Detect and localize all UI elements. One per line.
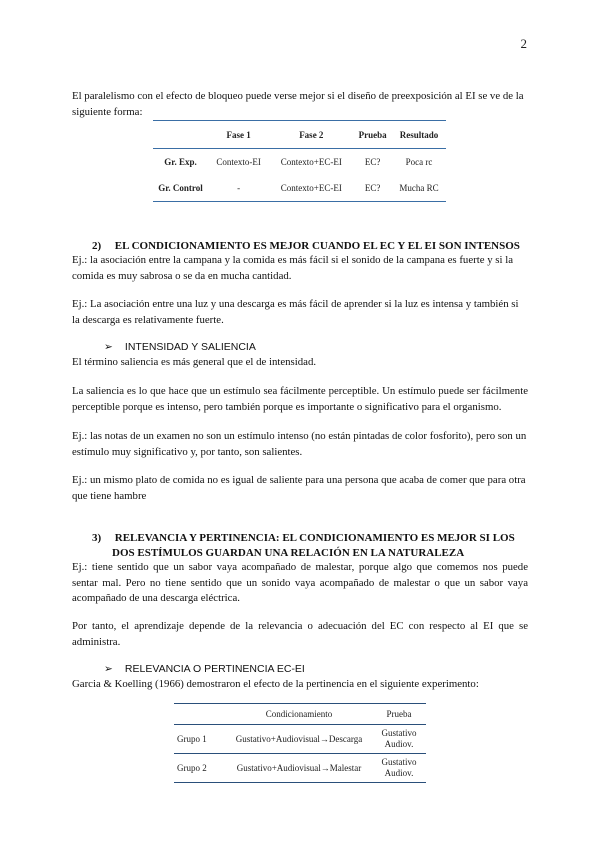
table-cell: EC? [353, 175, 392, 202]
table-row [174, 725, 426, 754]
table-header-cell: Prueba [372, 704, 426, 725]
table-cell: Mucha RC [392, 175, 446, 202]
subheading-relevancia-title: RELEVANCIA O PERTINENCIA EC-EI [124, 663, 305, 675]
table-row [153, 149, 446, 176]
table-cell: Gustativo+Audiovisual→Malestar [226, 754, 372, 783]
section-3-conclusion: Por tanto, el aprendizaje depende de la relevancia o adecuación del EC con respecto al EI que se administra. [72, 620, 528, 648]
table-header-cell [174, 704, 226, 725]
subheading-relevancia [104, 662, 305, 676]
saliencia-definition: El término saliencia es más general que el de intensidad. [72, 356, 317, 368]
garcia-koelling-table [174, 703, 426, 783]
garcia-koelling-paragraph: Garcia & Koelling (1966) demostraron el efecto de la pertinencia en el siguiente experimento: [72, 678, 479, 690]
subheading-intensidad-title: INTENSIDAD Y SALIENCIA [124, 341, 256, 353]
section-2-example-1: Ej.: la asociación entre la campana y la comida es más fácil si el sonido de la campana es fuerte y si la comida es muy sabrosa o se da en mucha cantidad. [72, 254, 513, 282]
test-line: Gustativo [381, 728, 417, 738]
subheading-intensidad [104, 340, 256, 354]
section-3-title-line-2: DOS ESTÍMULOS GUARDAN UNA RELACIÓN EN LA NATURALEZA [112, 547, 465, 559]
table-cell: Gr. Exp. [164, 157, 197, 167]
table-cell: Poca rc [405, 157, 433, 167]
saliencia-example-1: Ej.: las notas de un examen no son un estímulo intenso (no están pintadas de color fosforito), pero son un estímulo muy significativo y, por tanto, son salientes. [72, 430, 527, 458]
preexposure-design-table [153, 120, 446, 202]
test-line: Audiov. [384, 739, 414, 749]
table-cell [372, 754, 426, 783]
table-header-cell: Condicionamiento [226, 704, 372, 725]
section-2-number: 2) [92, 240, 102, 252]
section-3-heading [72, 531, 528, 561]
page-number: 2 [520, 36, 527, 51]
section-2-example-2: Ej.: La asociación entre una luz y una descarga es más fácil de aprender si la luz es intensa y también si la descarga es relativamente fuerte. [72, 298, 519, 326]
table-header-row [153, 121, 446, 149]
saliencia-paragraph: La saliencia es lo que hace que un estímulo sea fácilmente perceptible. Un estímulo puede ser fácilmente perceptible porque es intenso, pero también porque es importante o significativo para el organismo. [72, 385, 528, 413]
table-header-cell: Fase 2 [269, 121, 353, 149]
table-cell: EC? [364, 157, 381, 167]
table-cell: Contexto+EC-EI [269, 175, 353, 202]
table-header-cell: Prueba [353, 121, 392, 149]
section-3-example: Ej.: tiene sentido que un sabor vaya acompañado de malestar, porque algo que comemos nos puede sentar mal. Pero no tiene sentido que un sonido vaya acompañado de malestar o que un sabor vaya acompañado de una descarga eléctrica. [72, 561, 528, 604]
table-header-cell: Resultado [392, 121, 446, 149]
intro-paragraph: El paralelismo con el efecto de bloqueo puede verse mejor si el diseño de preexposición al EI se ve de la siguiente forma: [72, 90, 524, 118]
arrow-bullet-icon: ➢ [104, 341, 113, 353]
table-cell: Grupo 2 [174, 754, 226, 783]
saliencia-example-2: Ej.: un mismo plato de comida no es igual de saliente para una persona que acaba de comer que para otra que tiene hambre [72, 474, 526, 502]
table-cell: - [208, 175, 269, 202]
table-cell: Gr. Control [153, 175, 208, 202]
table-row [153, 175, 446, 202]
section-2-title: EL CONDICIONAMIENTO ES MEJOR CUANDO EL EC Y EL EI SON INTENSOS [114, 240, 520, 252]
table-cell: Grupo 1 [174, 725, 226, 754]
table-cell [372, 725, 426, 754]
table-cell: Contexto-EI [216, 157, 261, 167]
table-header-cell: Fase 1 [208, 121, 269, 149]
section-2-heading [72, 239, 528, 254]
table-cell: Gustativo+Audiovisual→Descarga [226, 725, 372, 754]
arrow-bullet-icon: ➢ [104, 663, 113, 675]
table-cell: Contexto+EC-EI [280, 157, 342, 167]
table-header-cell [153, 121, 208, 149]
test-line: Audiov. [384, 768, 414, 778]
section-3-title-line-1: RELEVANCIA Y PERTINENCIA: EL CONDICIONAMIENTO ES MEJOR SI LOS [114, 532, 515, 544]
test-line: Gustativo [381, 757, 417, 767]
table-header-row [174, 704, 426, 725]
section-3-number: 3) [92, 532, 102, 544]
table-row [174, 754, 426, 783]
